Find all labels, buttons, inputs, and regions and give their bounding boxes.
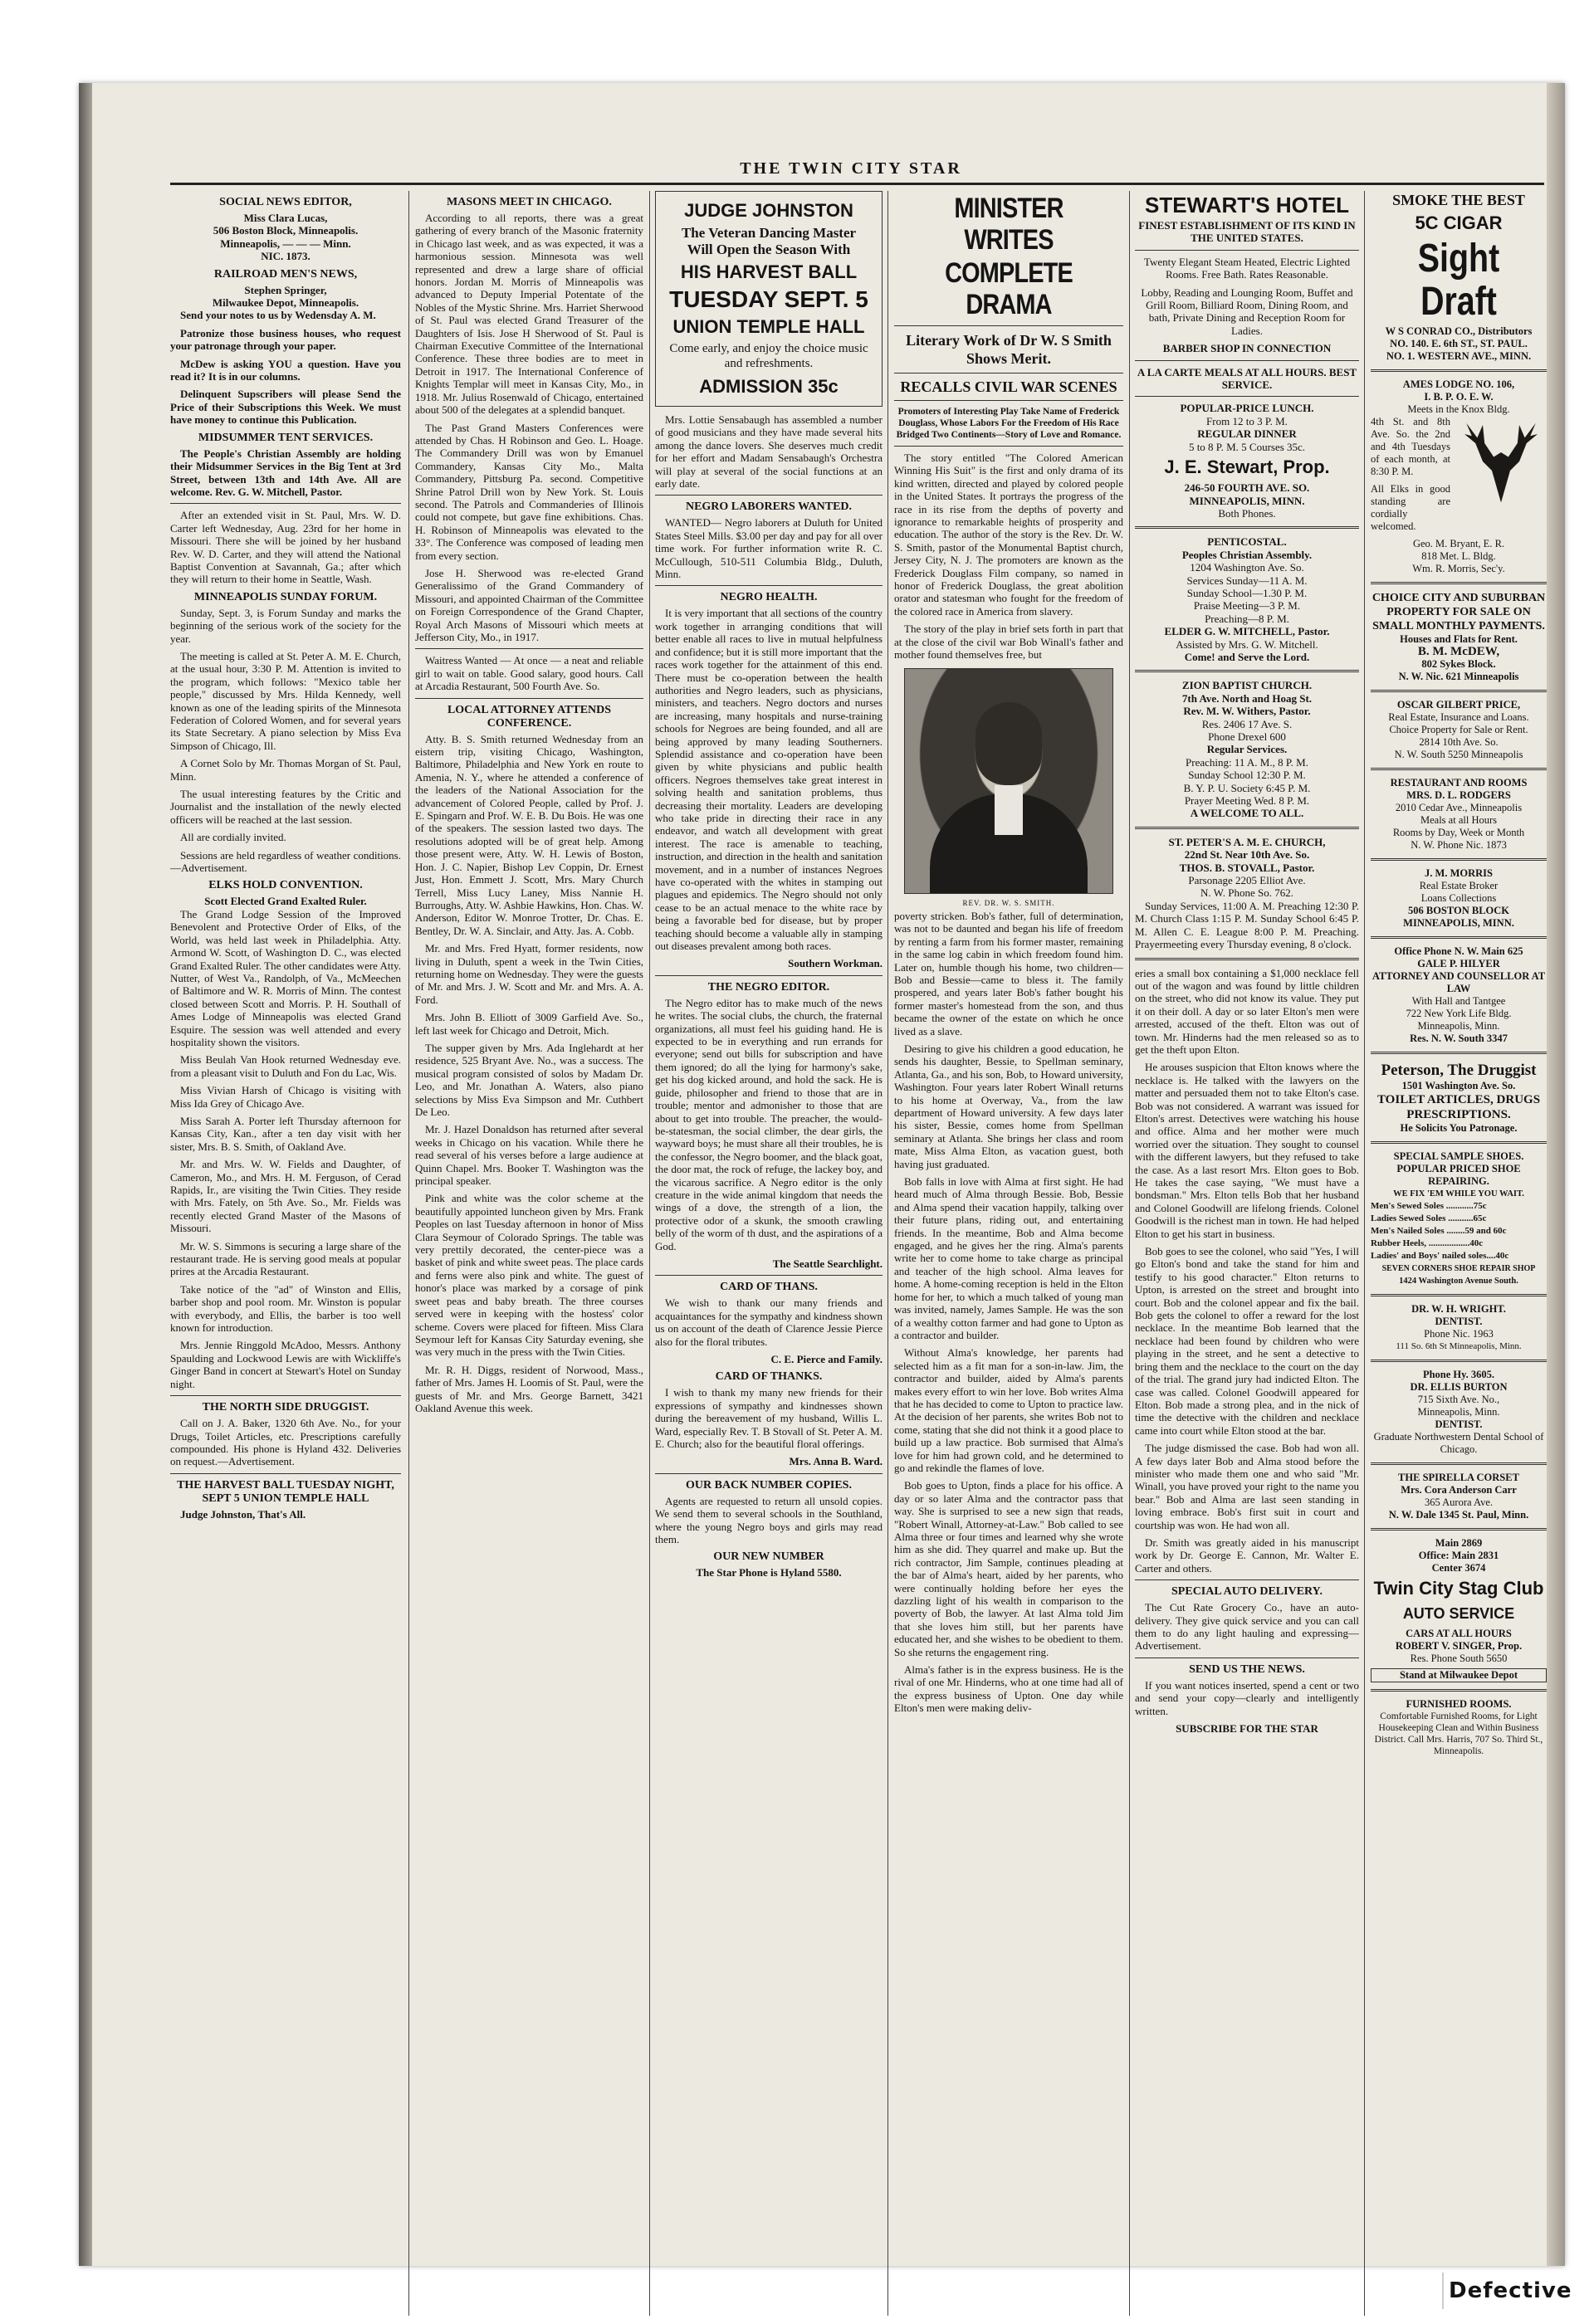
rooms-line: FURNISHED ROOMS. <box>1406 1698 1512 1710</box>
peterson-line: Peterson, The Druggist <box>1381 1062 1537 1079</box>
personal-item: Miss Vivian Harsh of Chicago is visiting with Miss Ida Grey of Chicago Ave. <box>170 1084 401 1110</box>
personal-item: Miss Sarah A. Porter left Thursday afternoon for Kansas City, Kan., after a ten day visit with her sister, Mrs. B. S. Smith, of Oakland Ave. <box>170 1114 401 1153</box>
divider <box>1371 369 1547 372</box>
stpeter-line: N. W. Phone So. 762. <box>1200 886 1293 900</box>
page-binding-edge <box>79 83 92 2266</box>
midsummer-heading: MIDSUMMER TENT SERVICES. <box>198 431 374 444</box>
column-rule <box>1129 191 1130 2316</box>
burton-line: DR. ELLIS BURTON <box>1410 1381 1508 1393</box>
hotel-ad-line: Twenty Elegant Steam Heated, Electric Lighted Rooms. Free Bath. Rates Reasonable. <box>1143 255 1351 281</box>
column-rule <box>887 191 888 2316</box>
peterson-line: 1501 Washington Ave. So. <box>1401 1080 1516 1091</box>
drama-paragraph: Without Alma's knowledge, her parents had selected him as a fit man for a son-in-law. Jim, the contractor and builder, aided by Alma's parents makes every effort to win her love. Bob writes Alma that he has decided to come to Upton to practice law. At the decision of her parents, she writes Bob not to come, stating that she did not think it a good place to build up a law practice. Bob surmised that Alma's love for him had grown cold, and he determined to go and rekindle the flames of love. <box>894 1346 1123 1474</box>
hotel-ad-line: POPULAR-PRICE LUNCH. <box>1180 402 1314 415</box>
drama-continued: The judge dismissed the case. Bob had won all. A few days later Bob and Alma stood before the minister who made them one and who said "Mr. Winall, you have proved your right to the name you bear." Bob and Alma are last seen standing in loving embrace. Bob's first suit in court and courtship was won. He had won all. <box>1135 1442 1359 1531</box>
editor-article-body: The Negro editor has to make much of the news he writes. The social clubs, the church, the fraternal organizations, all must feel his guiding hand. He is expected to be in everything and run errands for everyone; send out bills for subscription and have them ignored; do all the lying for harmony's sake, get his dog kicked around, and hold the sack. He is guide, philosopher and friend to those that are in trouble; mentor and admonisher to those that are about to get into trouble. The preacher, the would-be-statesman, the social climber, the dear girls, the wayward boys; he must share all their troubles, he is the confessor, the Negro boomer, and the black goat, the door mat, the rock of refuge, the lackey boy, and the vicarous sacrifice. A Negro editor is the only creature in the wide animal kingdom that needs the wings of a dove, the strength of a lion, the protective odor of a skunk, the smooth crawling belly of the worm of th dust, and the aspirations of a God. <box>655 996 883 1252</box>
thanks-heading: CARD OF THANKS. <box>715 1370 823 1384</box>
price-line: N. W. South 5250 Minneapolis <box>1394 749 1523 760</box>
drama-paragraph: Desiring to give his children a good education, he sends his daughter, Bessie, to Spellman seminary, Atlanta, Ga., and his son, Bob, to Howard university, Washington. Four years later Robert Winall returns to his home at Overway, Va., from the law department of Howard university. A few days later his sister, Bessie, comes home from Spellman seminary at Atlanta. She brings her class and room mate, Miss Alma Elton, as vacation guest, both having just graduated. <box>894 1042 1123 1170</box>
masons-paragraph: Jose H. Sherwood was re-elected Grand Generalissimo of the Grand Commandery of Missouri, and appointed Chairman of the Committee on Foreign Correspondence of the Grand Chapter, Royal Arch Masons of Missouri which meets at Jefferson City, Mo., in 1917. <box>415 566 643 643</box>
thanks-signature: Mrs. Anna B. Ward. <box>789 1455 883 1468</box>
number-heading: OUR NEW NUMBER <box>713 1550 824 1564</box>
stag-line: Center 3674 <box>1431 1562 1486 1574</box>
mcdew-line: Houses and Flats for Rent. <box>1400 633 1518 645</box>
masthead-rule <box>170 183 1544 185</box>
corset-line: Mrs. Cora Anderson Carr <box>1401 1484 1517 1496</box>
editor-article-heading: THE NEGRO EDITOR. <box>707 980 830 994</box>
thanks-body: I wish to thank my many new friends for their expressions of sympathy and kindnesses shown during the bereavement of my husband, Willis L. Ward, especially Rev. T. B Stovall of St. Peter A. M. E. Church; also for the beautiful floral offerings. <box>655 1386 883 1451</box>
page-right-edge <box>1547 83 1565 2266</box>
divider <box>655 975 883 976</box>
shoe-line: Ladies Sewed Soles ...........65c <box>1371 1213 1487 1223</box>
personal-item: Mr. R. H. Diggs, resident of Norwood, Mass., father of Mrs. James H. Loomis of St. Paul, were the guests of Mr. and Mrs. George Barnett, 3421 Oakland Avenue this week. <box>415 1363 643 1414</box>
drama-paragraph: Alma's father is in the express business. He is the rival of one Mr. Hinderns, who at one time had all of the express business of Upton. One day while Elton's men were making deliv- <box>894 1663 1123 1715</box>
divider <box>894 325 1123 326</box>
price-line: OSCAR GILBERT PRICE, <box>1396 699 1521 710</box>
hotel-ad-line: J. E. Stewart, Prop. <box>1164 456 1330 478</box>
shoe-line: 1424 Washington Avenue South. <box>1399 1277 1518 1286</box>
personal-item: Mr. W. S. Simmons is securing a large share of the restaurant trade. He is serving good meals at popular prires at the Arcadia Restaurant. <box>170 1239 401 1278</box>
forum-paragraph: All are cordially invited. <box>180 831 286 844</box>
health-signature: Southern Workman. <box>788 957 883 970</box>
news-tail: SUBSCRIBE FOR THE STAR <box>1176 1722 1318 1736</box>
health-heading: NEGRO HEALTH. <box>720 591 818 604</box>
rodgers-line: MRS. D. L. RODGERS <box>1406 789 1511 801</box>
lodge-line: Geo. M. Bryant, E. R. <box>1412 538 1505 549</box>
hotel-ad-line: REGULAR DINNER <box>1197 427 1297 441</box>
drama-paragraph: The story of the play in brief sets forth in part that at the close of the civil war Bob Winall's father and mother found themselves free, but <box>894 622 1123 662</box>
pentecostal-line: Preaching—8 P. M. <box>1205 612 1289 625</box>
rodgers-line: Rooms by Day, Week or Month <box>1392 827 1525 838</box>
pentecostal-line: Come! and Serve the Lord. <box>1184 650 1310 663</box>
zion-line: Preaching: 11 A. M., 8 P. M. <box>1186 755 1308 769</box>
morris-line: J. M. MORRIS <box>1425 867 1493 879</box>
drama-continued: Bob goes to see the colonel, who said "Yes, I will go Elton's bond and take the stand for him and testify to his good character." Elton returns to Upton, is arrested on the street and brought into court. Bob and the colonel appear and fix the bail. Bob gets the colonel to offer a reward for the lost necklace. In the meantime Bob learned that the necklace had been found by children who were playing in the street, and he sent a detective to bring them and the necklace to the court on the day of the trial. The grand jury had indicted Elton. The case was called. Colonel Goodwill appeared for Elton. Bob made a strong plea, and in the nick of time the detective with the children and necklace came into court while Elton stood at the bar. <box>1135 1245 1359 1437</box>
headline: COMPLETE DRAMA <box>945 257 1073 320</box>
drama-paragraph: Bob goes to Upton, finds a place for his office. A day or so later Alma and the contractor pass that way. She is surprised to see a new sign that reads, "Robert Winall, Attorney-at-Law." Bob called to see Alma three or four times and learned why she wrote him as she did. They quarrel and make up. But the rich contractor, Jim Sample, continues pleading at the bar of Alma's heart, aided by her parents, who were continually holding before her eyes the dazzling light of his wealth in comparison to the poverty of Bob, the lawyer. At last Alma told Jim that she loves him still, but her parents have educated her, and she wishes to be obedient to them. So she returns the engagement ring. <box>894 1479 1123 1658</box>
lodge-line: AMES LODGE NO. 106, <box>1402 378 1515 390</box>
morris-line: Real Estate Broker <box>1419 880 1499 891</box>
rooms-line: Comfortable Furnished Rooms, for Light Housekeeping Clean and Within Business District. Call Mrs. Harris, 707 So. Third St., Minneapolis. <box>1374 1711 1543 1756</box>
column-5 <box>1135 191 1359 2249</box>
number-body: The Star Phone is Hyland 5580. <box>696 1566 842 1579</box>
cigar-line: W S CONRAD CO., Distributors <box>1385 325 1533 337</box>
portrait-photo <box>904 668 1113 894</box>
hilyer-line: Res. N. W. South 3347 <box>1410 1033 1508 1044</box>
railroad-line: Stephen Springer, <box>244 283 327 296</box>
hilyer-line: Office Phone N. W. Main 625 <box>1394 945 1523 957</box>
stag-line: Stand at Milwaukee Depot <box>1371 1668 1547 1682</box>
price-line: 2814 10th Ave. So. <box>1419 736 1499 748</box>
stpeter-line: Parsonage 2205 Elliot Ave. <box>1188 874 1306 887</box>
hotel-ad-line: 246-50 FOURTH AVE. SO. <box>1184 481 1310 495</box>
divider <box>1135 250 1359 251</box>
zion-line: Sunday School 12:30 P. M. <box>1188 769 1306 782</box>
divider <box>655 585 883 586</box>
notice: McDew is asking YOU a question. Have you read it? It is in our columns. <box>170 357 401 383</box>
divider <box>1135 360 1359 361</box>
divider <box>1135 396 1359 397</box>
thanks-body: We wish to thank our many friends and acquaintances for the sympathy and kindness shown us on account of the death of Clarence Jessie Pierce also for the floral tributes. <box>655 1296 883 1348</box>
personal-item: Mr. and Mrs. W. W. Fields and Daughter, of Cameron, Mo., and Mrs. H. M. Ferguson, of Cerad Rapids, Ir., are visiting the Twin Cities. They reside with Mrs. Fately, on 5th Ave. So., Mr. Fields was recently elected Grand Master of the Masons of Missouri. <box>170 1158 401 1235</box>
personal-item: Mr. J. Hazel Donaldson has returned after several weeks in Chicago on his vacation. While there he read several of his verses before a large audience at Quinn Chapel. Mrs. Booker T. Washington was the principal speaker. <box>415 1123 643 1188</box>
drama-continued: Dr. Smith was greatly aided in his manuscript work by Dr. George E. Cannon, Mr. Walter E. Carter and others. <box>1135 1536 1359 1575</box>
wright-line: Phone Nic. 1963 <box>1424 1328 1494 1340</box>
elks-heading: ELKS HOLD CONVENTION. <box>208 879 363 892</box>
attorney-heading: LOCAL ATTORNEY ATTENDS CONFERENCE. <box>447 703 612 730</box>
stag-line: Twin City Stag Club <box>1373 1578 1544 1599</box>
cigar-line: SMOKE THE BEST <box>1392 192 1525 208</box>
forum-paragraph: Sessions are held regardless of weather conditions.—Advertisement. <box>170 848 401 875</box>
cigar-line: Sight Draft <box>1417 237 1500 324</box>
drama-continued: He arouses suspicion that Elton knows where the necklace is. He talked with the lawyers on the matter and persuaded them not to take Elton's case. Bob was not considered. A warrant was issued for Elton's arrest. Detectives were watching his house and office. Alma and her mother were much worried over the situation. They sought to counsel with the different lawyers, but they refused to take the case. As a last resort Mrs. Elton goes to Bob. He takes the case saying, "We must have a bondsman." Mrs. Elton tells Bob that her husband and Colonel Goodwill are lifelong friends. Colonel Goodwill is the richest man in town. He had helped Elton to get his start in business. <box>1135 1061 1359 1240</box>
ad-line: TUESDAY SEPT. 5 <box>669 286 868 312</box>
elks-subheading: Scott Elected Grand Exalted Ruler. <box>204 895 367 908</box>
lodge-line: Meets in the Knox Bldg. <box>1407 403 1510 415</box>
thanks-heading: CARD OF THANS. <box>720 1281 818 1294</box>
stag-line: Office: Main 2831 <box>1418 1550 1499 1561</box>
divider <box>655 1275 883 1276</box>
notice: Delinquent Supscribers will please Send the Price of their Subscriptions this Week. We must have money to continue this Publication. <box>170 388 401 427</box>
hotel-ad-line: A LA CARTE MEALS AT ALL HOURS. BEST SERVICE. <box>1137 365 1357 392</box>
zion-line: Phone Drexel 600 <box>1208 730 1286 743</box>
corset-line: N. W. Dale 1345 St. Paul, Minn. <box>1388 1509 1529 1521</box>
elks-body: The Grand Lodge Session of the Improved Benevolent and Protective Order of Elks, of the World, was held last week in Philadelphia. Atty. Armond W. Scott, of Washington D. C., was elected Grand Exalted Ruler. The other candidates were Atty. Nutter, of West Va., Randolph, of Va., McMeechen of Baltimore and W. R. Morris of Minn. The contest closed between Scott and Morris. P. H. Southall of Ames Lodge of Minneapolis was elected Grand Esquire. The session was well attended and every hospitality shown the visitors. <box>170 907 401 1048</box>
burton-line: Phone Hy. 3605. <box>1422 1369 1495 1380</box>
column-1 <box>170 191 401 2249</box>
shoe-line: Men's Sewed Soles ............75c <box>1371 1201 1487 1211</box>
forum-heading: MINNEAPOLIS SUNDAY FORUM. <box>193 590 378 603</box>
cigar-line: NO. 140. E. 6th ST., ST. PAUL. <box>1390 338 1528 349</box>
peterson-line: TOILET ARTICLES, DRUGS PRESCRIPTIONS. <box>1376 1093 1541 1121</box>
divider <box>1135 526 1359 529</box>
ball-tail: Judge Johnston, That's All. <box>180 1507 306 1521</box>
divider <box>415 698 643 699</box>
lodge-line: All Elks in good standing are cordially welcomed. <box>1371 483 1450 532</box>
price-line: Choice Property for Sale or Rent. <box>1389 724 1528 735</box>
ad-line: ADMISSION 35c <box>699 376 839 397</box>
wright-line: 111 So. 6th St Minneapolis, Minn. <box>1396 1341 1522 1351</box>
forum-paragraph: A Cornet Solo by Mr. Thomas Morgan of St. Paul, Minn. <box>170 757 401 783</box>
pentecostal-line: PENTICOSTAL. <box>1207 535 1287 549</box>
divider <box>894 446 1123 447</box>
divider <box>1371 582 1547 584</box>
personal-item: The supper given by Mrs. Ada Inglehardt at her residence, 525 Bryant Ave. No., was a success. The musical program consisted of solos by Madam Dr. Leo, and Mr. Jonathan A. Waters, also piano selections by Miss Eva Simpson and Mr. Cuthbert De Leo. <box>415 1041 643 1118</box>
mcdew-line: CHOICE CITY AND SUBURBAN PROPERTY FOR SALE ON SMALL MONTHLY PAYMENTS. <box>1372 592 1546 632</box>
hilyer-line: GALE P. HILYER <box>1417 958 1500 969</box>
personal-item: Mrs. Jennie Ringgold McAdoo, Messrs. Anthony Spaulding and Lockwood Lewis are with Wickliffe's Ginger Band in concert at Stewart's Hotel on Sunday night. <box>170 1339 401 1390</box>
morris-line: MINNEAPOLIS, MINN. <box>1403 917 1514 929</box>
railroad-heading: RAILROAD MEN'S NEWS, <box>213 267 358 281</box>
news-body: If you want notices inserted, spend a cent or two and send your copy—clearly and intelligently written. <box>1135 1678 1359 1717</box>
hilyer-line: ATTORNEY AND COUNSELLOR AT LAW <box>1372 970 1546 994</box>
divider <box>1371 768 1547 770</box>
masons-paragraph: The Past Grand Masters Conferences were attended by Chas. H Robinson and Geo. L. Hoage. The Commandery Drill was won by Emanuel Commandery, Kansas City Mo., Malta Commandery, Pittsburg Pa. second. Competitive Shrine Patrol Drill won by New York. St. Louis second. The Patrols and Commanderies of Illinois could not compete, but gave fine exhibitions. Chas. H. Robinson of Minneapolis was elevated to the 33°. The Conference was composed of leading men from every section. <box>415 421 643 562</box>
shoe-line: Rubber Heels, ..................40c <box>1371 1238 1484 1248</box>
stag-line: Res. Phone South 5650 <box>1410 1653 1508 1664</box>
pentecostal-line: Praise Meeting—3 P. M. <box>1193 599 1301 613</box>
carter-item: After an extended visit in St. Paul, Mrs. W. D. Carter left Wednesday, Aug. 23rd for her home in Missouri. There she will be joined by her husband Rev. W. D. Carter, and they will attend the National Baptist Convention at Savannah, Ga.; after which they will return to their home in Seattle, Wash. <box>170 509 401 586</box>
ball-heading: THE HARVEST BALL TUESDAY NIGHT, SEPT 5 UNION TEMPLE HALL <box>177 1478 394 1505</box>
editor-line: Minneapolis, — — — Minn. <box>220 237 351 250</box>
divider <box>1135 670 1359 672</box>
attorney-body: Atty. B. S. Smith returned Wednesday from an eistern trip, visiting Chicago, Washington, Baltimore, Philadelphia and New York en route to Amenia, N. Y., where he attended a conference of the leaders of the National Association for the advancement of Colored People, called by Prof. J. E. Spingarn and Prof. W. E. B. Du Bois. He was one of the speakers. The session lasted two days. The resolutions adopted will be of great help. Among those present were, Atty. W. H. Lewis of Boston, Hon. J. C. Napier, Bishop Lev Coppin, Dr. Ernest Just, Hon. Emmett J. Scott, Mrs. Mary Church Terrell, Miss Lucy Laney, Miss Nannie H. Burroughs, Atty. W. Ashbie Hawkins, Hon. Chas. W. Anderson, Editor W. Monroe Trotter, Dr. Chas. E. Bentley, Dr. W. A. Sinclair, and Atty. Jas. A. Cobb. <box>415 732 643 937</box>
lodge-line: I. B. P. O. E. W. <box>1424 391 1494 403</box>
divider <box>1371 690 1547 692</box>
masthead: THE TWIN CITY STAR <box>740 159 962 178</box>
laborers-body: WANTED— Negro laborers at Duluth for United States Steel Mills. $3.00 per day and pay for all over time work. For further information write R. C. McCullough, 510-511 Columbia Bldg., Duluth, Minn. <box>655 516 883 581</box>
shoe-line: SPECIAL SAMPLE SHOES. POPULAR PRICED SHOE REPAIRING. <box>1393 1150 1524 1187</box>
ad-line: Will Open the Season With <box>687 242 851 257</box>
lodge-line: Wm. R. Morris, Sec'y. <box>1412 563 1505 574</box>
divider <box>1135 1579 1359 1580</box>
hotel-ad-line: Lobby, Reading and Lounging Room, Buffet and Grill Room, Billiard Room, Dining Room, and bath, Private Dining and Reception Room for Ladies. <box>1141 286 1353 337</box>
druggist-heading: THE NORTH SIDE DRUGGIST. <box>202 1401 369 1414</box>
divider <box>1371 1462 1547 1465</box>
laborers-heading: NEGRO LABORERS WANTED. <box>685 500 853 514</box>
column-rule <box>408 191 409 2316</box>
hotel-ad-line: Both Phones. <box>1218 506 1276 520</box>
lodge-line: 818 Met. L. Bldg. <box>1421 550 1496 562</box>
pentecostal-line: Services Sunday—11 A. M. <box>1186 574 1308 587</box>
ad-line: Come early, and enjoy the choice music and refreshments. <box>669 342 868 370</box>
stag-line: ROBERT V. SINGER, Prop. <box>1395 1640 1523 1652</box>
hotel-ad-line: FINEST ESTABLISHMENT OF ITS KIND IN THE UNITED STATES. <box>1138 219 1356 245</box>
divider <box>170 503 401 504</box>
zion-line: B. Y. P. U. Society 6:45 P. M. <box>1183 781 1311 794</box>
divider <box>894 400 1123 401</box>
divider <box>1371 1360 1547 1362</box>
zion-line: Res. 2406 17 Ave. S. <box>1201 717 1293 730</box>
personal-item: Take notice of the "ad" of Winston and Ellis, barber shop and pool room. Mr. Winston is popular with everybody, and Ellis, the barber is too well known for introduction. <box>170 1282 401 1335</box>
cigar-line: 5C CIGAR <box>1415 212 1503 233</box>
portrait-caption: REV. DR. W. S. SMITH. <box>962 898 1055 907</box>
column-rule <box>1364 191 1365 2316</box>
corset-line: 365 Aurora Ave. <box>1424 1496 1494 1508</box>
column-4 <box>894 191 1123 2249</box>
rodgers-line: Meals at all Hours <box>1420 814 1497 826</box>
pentecostal-line: Assisted by Mrs. G. W. Mitchell. <box>1176 637 1318 651</box>
personal-item: Mr. and Mrs. Fred Hyatt, former residents, now living in Duluth, spent a week in the Twin Cities, returning home on Wednesday. They were the guests of Mr. and Mrs. J. W. Scott and Mr. and Mrs. A. A. Ford. <box>415 942 643 1006</box>
wright-line: DENTIST. <box>1435 1316 1483 1327</box>
harvest-ball-ad <box>655 191 883 407</box>
burton-line: Graduate Northwestern Dental School of Chicago. <box>1373 1431 1544 1455</box>
stag-line: Main 2869 <box>1435 1537 1483 1549</box>
drama-paragraph: poverty stricken. Bob's father, full of determination, was not to be daunted and began his life of freedom by renting a farm from his former master, remaining in the same log cabin in which freedom found him. Later on, humble though his home, two children—Bob and Bessie—came to bless it. The family prospered, and years later Bob's father bought his former master's homestead from the son, and thus became the owner of the estate on which he once lived as a slave. <box>894 909 1123 1038</box>
burton-line: 715 Sixth Ave. No., <box>1417 1394 1500 1405</box>
stag-line: CARS AT ALL HOURS <box>1406 1628 1512 1639</box>
editor-article-signature: The Seattle Searchlight. <box>772 1257 883 1270</box>
railroad-line: Milwaukee Depot, Minneapolis. <box>212 296 359 310</box>
forum-paragraph: The usual interesting features by the Critic and Journalist and the installation of the newly elected officers will be reached at the last session. <box>170 788 401 826</box>
burton-line: DENTIST. <box>1435 1418 1483 1430</box>
hilyer-line: Minneapolis, Minn. <box>1417 1020 1500 1032</box>
deck: Literary Work of Dr W. S Smith Shows Merit. <box>906 332 1112 367</box>
hotel-ad-line: STEWART'S HOTEL <box>1145 193 1349 217</box>
editor-line: Miss Clara Lucas, <box>243 212 328 224</box>
ad-line: JUDGE JOHNSTON <box>684 200 853 221</box>
stpeter-line: 22nd St. Near 10th Ave. So. <box>1184 848 1310 862</box>
lodge-line: 4th St. and 8th Ave. So. the 2nd and 4th Tuesdays of each month, at 8:30 P. M. <box>1371 416 1450 477</box>
stpeter-line: Sunday Services, 11:00 A. M. Preaching 12:30 P. M. Church Class 1:15 P. M. Sunday School 6:45 P. M. Allen C. E. League 8:00 P. M. Preaching. Prayermeeting every Thursday evening, 8 o'clock. <box>1135 899 1359 951</box>
masons-heading: MASONS MEET IN CHICAGO. <box>447 196 612 208</box>
newspaper-page <box>79 83 1565 2266</box>
mcdew-line: B. M. McDEW, <box>1417 645 1500 658</box>
copies-heading: OUR BACK NUMBER COPIES. <box>686 1478 852 1492</box>
column-rule <box>649 191 650 2316</box>
deck: RECALLS CIVIL WAR SCENES <box>900 378 1117 395</box>
shoe-line: WE FIX 'EM WHILE YOU WAIT. <box>1393 1189 1524 1199</box>
zion-line: ZION BAPTIST CHURCH. <box>1181 679 1313 692</box>
news-heading: SEND US THE NEWS. <box>1189 1662 1305 1676</box>
mcdew-line: N. W. Nic. 621 Minneapolis <box>1398 671 1519 682</box>
personal-item: Pink and white was the color scheme at the beautifully appointed luncheon given by Mrs. Frank Peoples on last Tuesday afternoon in honor of Miss Clara Seymour of Colorado Springs. The table was very prettily decorated, the center-piece was a basket of pink and white sweet peas. The place cards and ferns were also pink and white. The guest of honor's place was marked by a corsage of pink sweet peas and baby breath. The three courses served were in keeping with the hostess' color scheme. Covers were placed for fifteen. Miss Clara Seymour left for Kansas City Saturday evening, she was very much in the press with the Twin Cities. <box>415 1192 643 1359</box>
pentecostal-line: Sunday School—1.30 P. M. <box>1186 586 1308 599</box>
divider <box>1371 1528 1547 1531</box>
masons-paragraph: According to all reports, there was a great gathering of every branch of the Masonic fraternity in Chicago last week, and as was expected, it was a harmonious session. Minnesota was well represented and drew a large share of official honors. Jordan M. Morris of Minneapolis was advanced to Deputy Imperial Potentate of the Nobles of the Mystic Shrine. Mrs. Harriet Sherwood of St. Paul was elected Grand Treasurer of the Daughters of Isis. Jose H Sherwood of St. Paul is Chairman Executive Committee of the International Conference. These three bodies are to meet in Detroit in 1917. The International Conference of Knights Templar will meet in Kansas City, Mo., in 1918. Mr. Julius Rosenwald of Chicago, entertained about 500 of the delegates at a splendid banquet. <box>415 212 643 417</box>
forum-paragraph: The meeting is called at St. Peter A. M. E. Church, at the usual hour, 3:30 P. M. Attention is invited to the program, which follows: "Mexico table her people," discussed by Mrs. Hilda Kennedy, well known as one of the leading spirits of the Minnesota Federation of Colored Women, and for several years its State Secretary. A piano selection by Miss Eva Simpson of Chicago, Ill. <box>170 649 401 752</box>
morris-line: 506 BOSTON BLOCK <box>1407 905 1510 916</box>
hotel-ad-line: MINNEAPOLIS, MINN. <box>1189 494 1305 507</box>
drama-continued: eries a small box containing a $1,000 necklace fell out of the wagon and was found by little children on the street, who did not know its value. They put it on their doll. A day or so later Elton's men were arrested, accused of the theft. Elton was out of town. Mr. Hinderns had the men released so as to get the theft upon Elton. <box>1135 966 1359 1056</box>
auto-body: The Cut Rate Grocery Co., have an auto-delivery. They give quick service and you can call them to do any light hauling and expressing—Advertisement. <box>1135 1601 1359 1653</box>
shoe-line: Ladies' and Boys' nailed soles....40c <box>1371 1251 1509 1261</box>
hotel-ad-line: BARBER SHOP IN CONNECTION <box>1162 342 1332 355</box>
zion-line: 7th Ave. North and Hoag St. <box>1181 691 1313 705</box>
mcdew-line: 802 Sykes Block. <box>1421 658 1496 670</box>
deck: Promoters of Interesting Play Take Name of Frederick Douglass, Whose Labors For the Freedom of His Race Bridged Two Continents—Story of Love and Romance. <box>896 407 1122 440</box>
hilyer-line: With Hall and Tantgee <box>1411 995 1506 1007</box>
notice: Patronize those business houses, who request your patronage through your paper. <box>170 326 401 353</box>
column-6 <box>1371 191 1547 2249</box>
zion-line: Prayer Meeting Wed. 8 P. M. <box>1184 794 1310 808</box>
corset-line: THE SPIRELLA CORSET <box>1398 1472 1519 1483</box>
ad-line: The Veteran Dancing Master <box>681 225 857 241</box>
notice: Send your notes to us by Wedensday A. M. <box>180 309 376 322</box>
burton-line: Minneapolis, Minn. <box>1417 1406 1500 1418</box>
copies-body: Agents are requested to return all unsold copies. We send them to several schools in the Southland, where the young Negro boys and girls may read them. <box>655 1494 883 1546</box>
cigar-line: NO. 1. WESTERN AVE., MINN. <box>1386 350 1532 362</box>
hotel-ad-line: 5 to 8 P. M. 5 Courses 35c. <box>1188 440 1306 453</box>
price-line: Real Estate, Insurance and Loans. <box>1388 711 1529 723</box>
divider <box>1371 1052 1547 1054</box>
editor-line: NIC. 1873. <box>261 250 310 263</box>
thanks-signature: C. E. Pierce and Family. <box>770 1353 883 1365</box>
divider <box>415 648 643 649</box>
personal-item: Mrs. John B. Elliott of 3009 Garfield Ave. So., left last week for Chicago and Detroit, Mich. <box>415 1011 643 1037</box>
ad-line: HIS HARVEST BALL <box>680 261 858 282</box>
divider <box>1371 1141 1547 1144</box>
zion-line: A WELCOME TO ALL. <box>1190 807 1304 820</box>
hotel-ad-line: From 12 to 3 P. M. <box>1206 414 1288 427</box>
headline: MINISTER WRITES <box>954 193 1063 256</box>
stpeter-line: THOS. B. STOVALL, Pastor. <box>1179 861 1315 874</box>
divider <box>170 1395 401 1396</box>
midsummer-body: The People's Christian Assembly are holding their Midsummer Services in the Big Tent at 3rd Street, between 13th and 14th Ave. All are welcome. Rev. G. W. Mitchell, Pastor. <box>170 447 401 498</box>
drama-paragraph: Bob falls in love with Alma at first sight. He had heard much of Alma through Bessie. Bob, Bessie and Alma spend their vacation happily, talking over their future plans, riding out, and entertaining friends. In the meantime, Bob and Alma become engaged, and he gives her the ring. Alma's parents write her to come home to take charge as principal and teacher of the high school. Alma leaves for home. A home-coming reception is held in the Elton home for her, to which a much talked of young man was invited, namely, James Sample. He was the son of a wealthy cotton farmer and had gone to Upton as a contractor and builder. <box>894 1175 1123 1341</box>
column-2 <box>415 191 643 2249</box>
editor-heading: SOCIAL NEWS EDITOR, <box>219 196 352 208</box>
auto-heading: SPECIAL AUTO DELIVERY. <box>1171 1585 1323 1599</box>
ad-line: UNION TEMPLE HALL <box>672 316 865 337</box>
pentecostal-line: Peoples Christian Assembly. <box>1181 548 1313 561</box>
divider <box>1135 958 1359 960</box>
shoe-line: SEVEN CORNERS SHOE REPAIR SHOP <box>1381 1264 1536 1273</box>
peterson-line: He Solicits You Patronage. <box>1400 1122 1518 1134</box>
rodgers-line: RESTAURANT AND ROOMS <box>1390 777 1528 788</box>
drama-paragraph: The story entitled "The Colored American Winning His Suit" is the first and only drama of its kind written, directed and played by colored people in the United States. It portrays the progress of the race in its rise from the depths of poverty and ignorance to remarkable heights of prosperity and education. The author of the story is the Rev. Dr. W. S. Smith, pastor of the Monumental Baptist church, Jersey City, N. J. The promoters are known as the Frederick Douglass Film company, so named in honor of Frederick Douglass, the great abolition orator and statesman who fought for the freedom of the colored race in America from slavery. <box>894 452 1123 618</box>
sensabaugh-item: Mrs. Lottie Sensabaugh has assembled a number of good musicians and they have made several hits among the dance lovers. She deserves much credit for her effort and Madam Sensabaugh's Orchestra will play at several of the social functions at an early date. <box>655 413 883 491</box>
zion-line: Rev. M. W. Withers, Pastor. <box>1183 705 1311 718</box>
divider <box>1135 827 1359 829</box>
waitress-ad: Waitress Wanted — At once — a neat and reliable girl to wait on table. Good salary, good hours. Call at Arcadia Restaurant, 500 Fourth Ave. So. <box>415 654 643 693</box>
zion-line: Regular Services. <box>1206 743 1288 756</box>
editor-line: 506 Boston Block, Minneapolis. <box>213 224 359 237</box>
divider <box>894 373 1123 374</box>
shoe-line: Men's Nailed Soles ........59 and 60c <box>1371 1226 1507 1236</box>
elk-head-icon <box>1455 416 1547 507</box>
rodgers-line: 2010 Cedar Ave., Minneapolis <box>1395 802 1523 813</box>
health-body: It is very important that all sections of the country work together in arranging conditions that will better enable all races to live in mutual helpfulness and confidence; but it is still more important that the races work together for the attainment of this end. There must be co-operation between the health authorities and Negro leaders, such as physicians, ministers, and teachers. Negro doctors and nurses are increasing, many hospitals and nurse-training schools for Negroes are being founded, and all are being approved by many leading Southerners. Splendid assistance and co-operation have been given by white physicians and public health officers. Negroes themselves take great interest in solving health and sanitation problems, thus decreasing their mortality. Leaders are developing who take pride in directing their race in any endeavor, and watch all development with great interest. The race is amenable to teaching, instruction, and direction in the health and sanitation movement, and in a number of instances Negroes have co-operated with the whites in stamping out plagues and epidemics. The Negro should not only cease to be an actual menace to the white race by being a favorable bed for disease, but by proper teaching should become a valuable ally in stamping out diseases prevalent among both races. <box>655 607 883 953</box>
hilyer-line: 722 New York Life Bldg. <box>1406 1008 1512 1019</box>
rodgers-line: N. W. Phone Nic. 1873 <box>1411 839 1507 851</box>
divider <box>1371 936 1547 939</box>
divider <box>655 1473 883 1474</box>
divider <box>655 495 883 496</box>
divider <box>170 1473 401 1474</box>
column-3 <box>655 191 883 2249</box>
divider <box>1371 1689 1547 1692</box>
stpeter-line: ST. PETER'S A. M. E. CHURCH, <box>1168 835 1326 848</box>
forum-paragraph: Sunday, Sept. 3, is Forum Sunday and marks the beginning of the serious work of the society for the year. <box>170 606 401 645</box>
morris-line: Loans Collections <box>1420 892 1497 904</box>
personal-item: Miss Beulah Van Hook returned Wednesday eve. from a pleasant visit to Duluth and Fon du Lac, Wis. <box>170 1053 401 1079</box>
stag-line: AUTO SERVICE <box>1402 1605 1515 1622</box>
divider <box>1371 858 1547 861</box>
pentecostal-line: ELDER G. W. MITCHELL, Pastor. <box>1164 625 1330 638</box>
druggist-body: Call on J. A. Baker, 1320 6th Ave. No., for your Drugs, Toilet Articles, etc. Prescriptions carefully compounded. His phone is Hyland 432. Deliveries on request.—Advertisement. <box>170 1417 401 1468</box>
divider <box>1371 1294 1547 1296</box>
pentecostal-line: 1204 Washington Ave. So. <box>1190 561 1304 574</box>
defective-stamp: Defective <box>1442 2273 1594 2309</box>
wright-line: DR. W. H. WRIGHT. <box>1411 1303 1506 1315</box>
